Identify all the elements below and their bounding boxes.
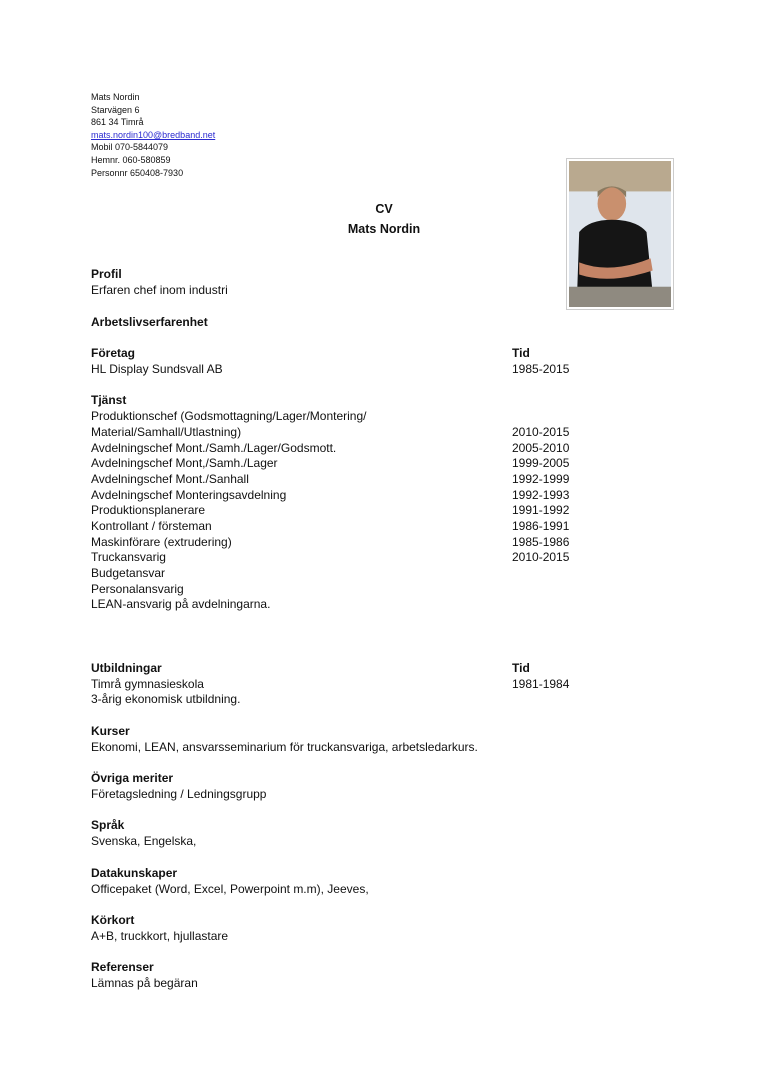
role-title: Avdelningschef Mont./Sanhall	[91, 471, 249, 486]
role-row	[91, 472, 571, 488]
role-title: Avdelningschef Monteringsavdelning	[91, 487, 287, 502]
role-row	[91, 488, 571, 504]
role-row	[91, 503, 571, 519]
contact-mobile: Mobil 070-5844079	[91, 142, 169, 153]
role-row	[91, 550, 571, 566]
role-time: 1999-2005	[512, 456, 570, 471]
section-heading: Övriga meriter	[91, 771, 174, 785]
role-heading: Tjänst	[91, 393, 127, 408]
education-time-label: Tid	[512, 661, 530, 675]
work-heading: Arbetslivserfarenhet	[91, 315, 208, 329]
role-title: Avdelningschef Mont,/Samh./Lager	[91, 456, 278, 471]
contact-home: Hemnr. 060-580859	[91, 154, 171, 165]
role-title: Produktionsplanerare	[91, 503, 206, 518]
company-label: Företag	[91, 346, 136, 361]
role-row	[91, 566, 571, 582]
contact-block	[91, 91, 215, 179]
cv-section	[91, 724, 478, 755]
role-time: 2010-2015	[512, 550, 570, 565]
cv-section	[91, 866, 369, 897]
role-row	[91, 582, 571, 598]
cv-section	[91, 913, 228, 944]
role-row	[91, 425, 571, 441]
role-title: Truckansvarig	[91, 550, 166, 565]
education-heading: Utbildningar	[91, 661, 162, 675]
cv-title: CV	[375, 202, 393, 216]
role-title: Personalansvarig	[91, 581, 184, 596]
role-title: Kontrollant / försteman	[91, 518, 212, 533]
role-row	[91, 535, 571, 551]
role-row	[91, 519, 571, 535]
role-title: Material/Samhall/Utlastning)	[91, 424, 242, 439]
section-heading: Datakunskaper	[91, 866, 178, 880]
role-row	[91, 441, 571, 457]
profile-section	[91, 267, 228, 298]
role-time: 1992-1993	[512, 487, 570, 502]
profile-heading: Profil	[91, 267, 122, 281]
company-name: HL Display Sundsvall AB	[91, 362, 223, 377]
role-title: LEAN-ansvarig på avdelningarna.	[91, 597, 271, 612]
section-heading: Körkort	[91, 913, 135, 927]
work-section	[91, 315, 571, 613]
section-text: Lämnas på begäran	[91, 975, 198, 990]
section-text: A+B, truckkort, hjullastare	[91, 928, 229, 943]
education-section	[91, 661, 571, 708]
role-time: 1986-1991	[512, 518, 570, 533]
company-time: 1985-2015	[512, 362, 570, 377]
contact-personnr: Personnr 650408-7930	[91, 167, 184, 178]
role-row	[91, 597, 571, 613]
cv-title-block	[0, 199, 768, 239]
email-link[interactable]: mats.nordin100@bredband.net	[91, 129, 216, 140]
role-row	[91, 456, 571, 472]
role-title: Maskinförare (extrudering)	[91, 534, 232, 549]
contact-name: Mats Nordin	[91, 92, 140, 102]
role-list	[91, 409, 571, 613]
role-time: 2010-2015	[512, 424, 570, 439]
contact-city: 861 34 Timrå	[91, 117, 144, 128]
cv-name: Mats Nordin	[347, 222, 421, 236]
role-row	[91, 409, 571, 425]
role-time: 1991-1992	[512, 503, 570, 518]
contact-street: Starvägen 6	[91, 104, 140, 115]
section-heading: Kurser	[91, 724, 130, 738]
section-heading: Referenser	[91, 960, 154, 974]
role-time: 2005-2010	[512, 440, 570, 455]
school-program: 3-årig ekonomisk utbildning.	[91, 692, 241, 707]
role-title: Budgetansvar	[91, 566, 166, 581]
role-time: 1992-1999	[512, 471, 570, 486]
section-heading: Språk	[91, 818, 125, 832]
section-text: Ekonomi, LEAN, ansvarsseminarium för truckansvariga, arbetsledarkurs.	[91, 739, 478, 754]
cv-section	[91, 818, 196, 849]
section-text: Företagsledning / Ledningsgrupp	[91, 786, 267, 801]
role-title: Produktionschef (Godsmottagning/Lager/Montering/	[91, 409, 367, 424]
cv-section	[91, 771, 266, 802]
profile-text: Erfaren chef inom industri	[91, 282, 228, 297]
section-text: Svenska, Engelska,	[91, 833, 197, 848]
role-time: 1985-1986	[512, 534, 570, 549]
cv-section	[91, 960, 198, 991]
time-label: Tid	[512, 346, 530, 361]
role-title: Avdelningschef Mont./Samh./Lager/Godsmott.	[91, 440, 337, 455]
section-text: Officepaket (Word, Excel, Powerpoint m.m), Jeeves,	[91, 881, 369, 896]
school-time: 1981-1984	[512, 676, 570, 691]
school-name: Timrå gymnasieskola	[91, 676, 204, 691]
